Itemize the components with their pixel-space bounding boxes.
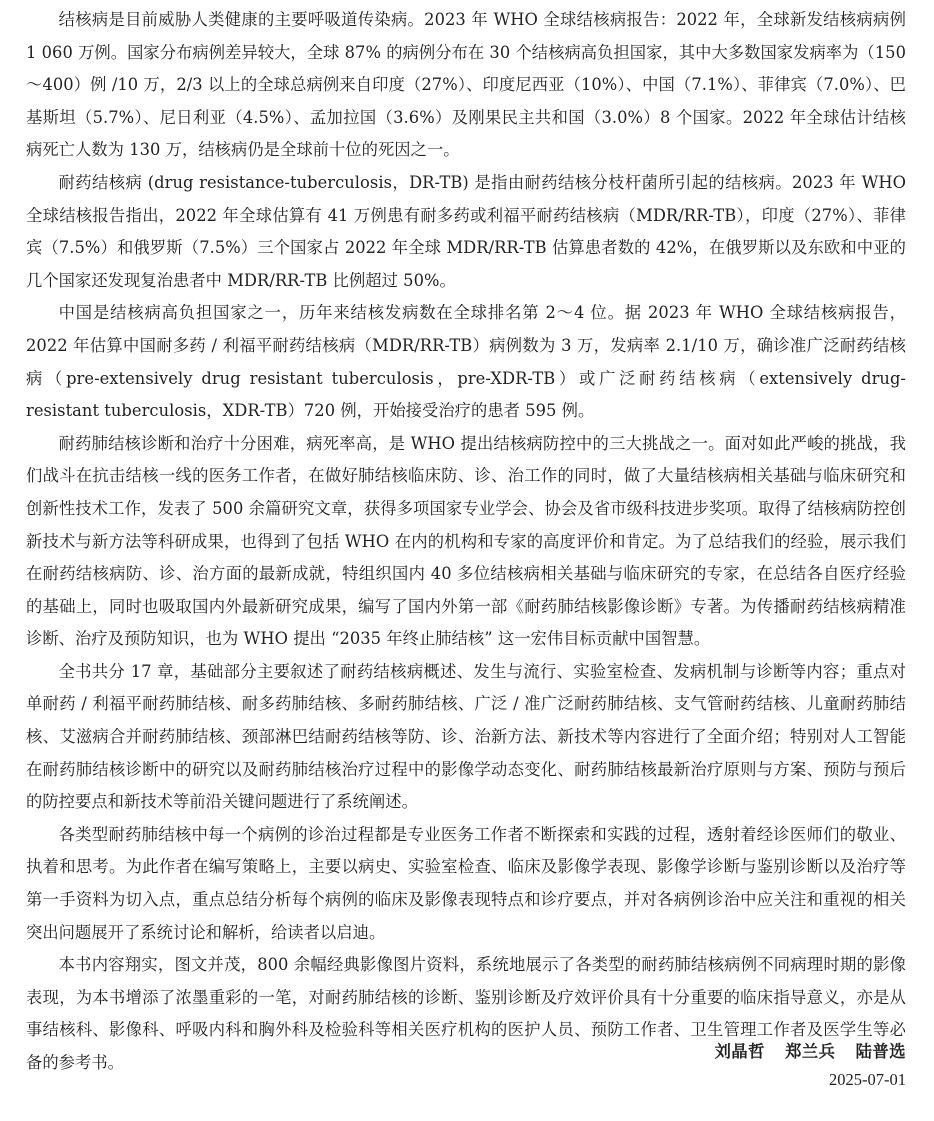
author-signature — [715, 1038, 906, 1062]
preface-body — [26, 4, 906, 1080]
paragraph: 耐药肺结核诊断和治疗十分困难，病死率高，是 WHO 提出结核病防控中的三大挑战之一。面对如此严峻的挑战，我们战斗在抗击结核一线的医务工作者，在做好肺结核临床防、诊、治工作的同时，做了大量结核病相关基础与临床研究和创新性技术工作，发表了 500 余篇研究文章，获得多项国家专业学会、协会及省市级科技进步奖项。取得了结核病防控创新技术与新方法等科研成果，也得到了包括 WHO 在内的机构和专家的高度评价和肯定。为了总结我们的经验，展示我们在耐药结核病防、诊、治方面的最新成就，特组织国内 40 多位结核病相关基础与临床研究的专家，在总结各自医疗经验的基础上，同时也吸取国内外最新研究成果，编写了国内外第一部《耐药肺结核影像诊断》专著。为传播耐药结核病精准诊断、治疗及预防知识，也为 WHO 提出 “2035 年终止肺结核” 这一宏伟目标贡献中国智慧。 — [26, 433, 906, 649]
paragraph: 结核病是目前威胁人类健康的主要呼吸道传染病。2023 年 WHO 全球结核病报告：2022 年，全球新发结核病病例 1 060 万例。国家分布病例差异较大，全球 87% 的病例分布在 30 个结核病高负担国家，其中大多数国家发病率为（150～400）例 /10 万，2/3 以上的全球总病例来自印度（27%）、印度尼西亚（10%）、中国（7.1%）、菲律宾（7.0%）、巴基斯坦（5.7%）、尼日利亚（4.5%）、孟加拉国（3.6%）及刚果民主共和国（3.0%）8 个国家。2022 年全球估计结核病死亡人数为 130 万，结核病仍是全球前十位的死因之一。 — [26, 10, 906, 160]
paragraph: 本书内容翔实，图文并茂，800 余幅经典影像图片资料，系统地展示了各类型的耐药肺结核病例不同病理时期的影像表现，为本书增添了浓墨重彩的一笔，对耐药肺结核的诊断、鉴别诊断及疗效评价具有十分重要的临床指导意义，亦是从事结核科、影像科、呼吸内科和胸外科及检验科等相关医疗机构的医护人员、预防工作者、卫生管理工作者及医学生等必备的参考书。 — [26, 955, 906, 1072]
author-name: 陆普选 — [855, 1042, 906, 1061]
paragraph: 中国是结核病高负担国家之一，历年来结核发病数在全球排名第 2～4 位。据 2023 年 WHO 全球结核病报告，2022 年估算中国耐多药 / 利福平耐药结核病（MDR/RR-TB）病例数为 3 万，发病率 2.1/10 万，确诊准广泛耐药结核病（pre-extensively drug resistant tuberculosis，pre-XDR-TB）或广泛耐药结核病（extensively drug-resistant tuberculosis，XDR-TB）720 例，开始接受治疗的患者 595 例。 — [26, 303, 906, 421]
author-name: 刘晶哲 — [714, 1042, 765, 1061]
author-name: 郑兰兵 — [785, 1042, 836, 1061]
signature-date: 2025-07-01 — [829, 1070, 906, 1089]
paragraph: 各类型耐药肺结核中每一个病例的诊治过程都是专业医务工作者不断探索和实践的过程，透射着经诊医师们的敬业、执着和思考。为此作者在编写策略上，主要以病史、实验室检查、临床及影像学表现、影像学诊断与鉴别诊断以及治疗等第一手资料为切入点，重点总结分析每个病例的临床及影像表现特点和诊疗要点，并对各病例诊治中应关注和重视的相关突出问题展开了系统讨论和解析，给读者以启迪。 — [26, 824, 906, 942]
paragraph: 全书共分 17 章，基础部分主要叙述了耐药结核病概述、发生与流行、实验室检查、发病机制与诊断等内容；重点对单耐药 / 利福平耐药肺结核、耐多药肺结核、多耐药肺结核、广泛 / 准广泛耐药肺结核、支气管耐药结核、儿童耐药肺结核、艾滋病合并耐药肺结核、颈部淋巴结耐药结核等防、诊、治新方法、新技术等内容进行了全面介绍；特别对人工智能在耐药肺结核诊断中的研究以及耐药肺结核治疗过程中的影像学动态变化、耐药肺结核最新治疗原则与方案、预防与预后的防控要点和新技术等前沿关键问题进行了系统阐述。 — [26, 661, 906, 812]
paragraph: 耐药结核病 (drug resistance-tuberculosis，DR-TB) 是指由耐药结核分枝杆菌所引起的结核病。2023 年 WHO 全球结核报告指出，2022 年全球估算有 41 万例患有耐多药或利福平耐药结核病（MDR/RR-TB），印度（27%）、菲律宾（7.5%）和俄罗斯（7.5%）三个国家占 2022 年全球 MDR/RR-TB 估算患者数的 42%，在俄罗斯以及东欧和中亚的几个国家还发现复治患者中 MDR/RR-TB 比例超过 50%。 — [26, 172, 906, 290]
